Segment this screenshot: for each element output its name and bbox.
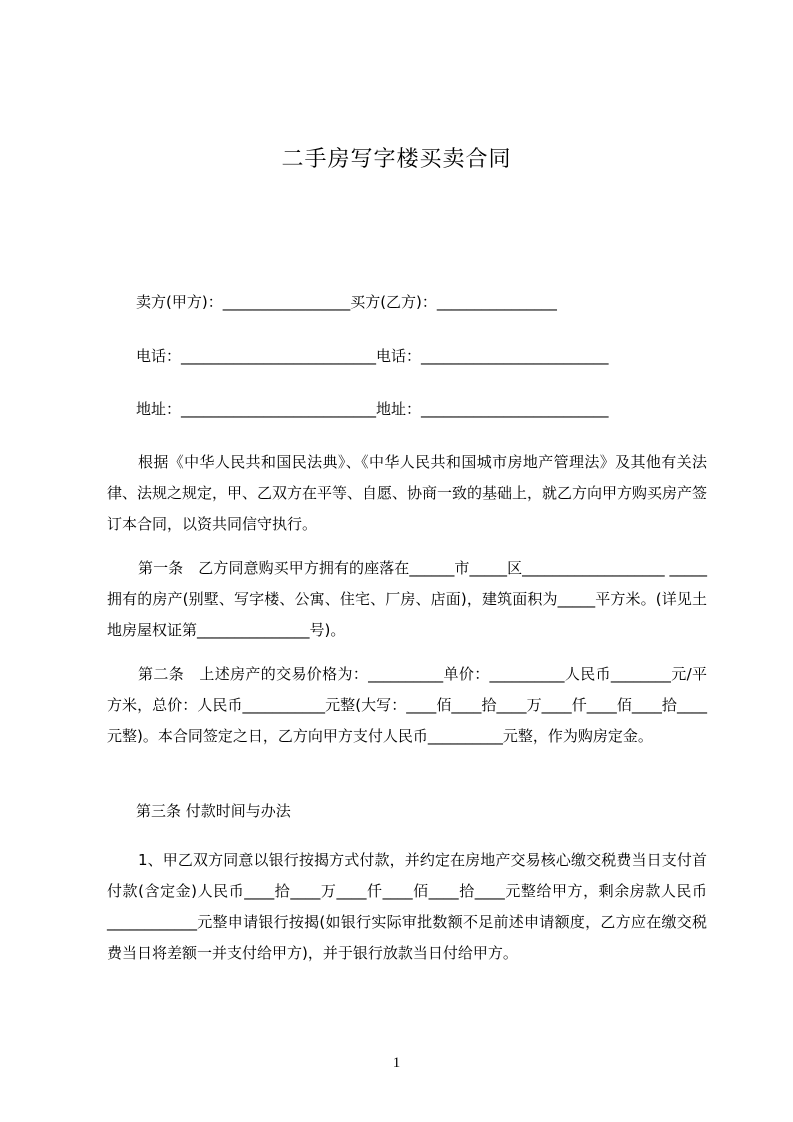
page-number: 1 xyxy=(392,1055,401,1071)
preamble-paragraph: 根据《中华人民共和国民法典》、《中华人民共和国城市房地产管理法》及其他有关法律、法规之规定，甲、乙双方在平等、自愿、协商一致的基础上，就乙方向甲方购买房产签订本合同，以资共同信守执行。 xyxy=(107,453,708,533)
article-3-item-1: 1、甲乙双方同意以银行按揭方式付款，并约定在房地产交易核心缴交税费当日支付首付款(含定金)人民币____拾____万____仟____佰____拾____元整给甲方，剩余房款人民币____________元整申请银行按揭(如银行实际审批数额不足前述申请额度，乙方应在缴交税费当日将差额一并支付给甲方)，并于银行放款当日付给甲方。 xyxy=(107,851,707,962)
article-2: 第二条 上述房产的交易价格为：__________单价：__________人民币________元/平方米，总价：人民币___________元整(大写：____佰____拾____万____仟____佰____拾____元整)。本合同签定之日，乙方向甲方支付人民币__________元整，作为购房定金。 xyxy=(107,665,707,745)
parties-seller-buyer: 卖方(甲方)：_________________买方(乙方)：________________ xyxy=(136,293,557,311)
parties-phone: 电话：__________________________电话：_________________________ xyxy=(136,347,609,365)
article-3-heading: 第三条 付款时间与办法 xyxy=(136,802,291,820)
article-1: 第一条 乙方同意购买甲方拥有的座落在______市_____区___________________ _____拥有的房产(别墅、写字楼、公寓、住宅、厂房、店面)，建筑面积为_____平方米。(详见土地房屋权证第_______________号)。 xyxy=(107,559,707,639)
parties-address: 地址：__________________________地址：_________________________ xyxy=(136,400,609,418)
document-title: 二手房写字楼买卖合同 xyxy=(281,147,512,172)
